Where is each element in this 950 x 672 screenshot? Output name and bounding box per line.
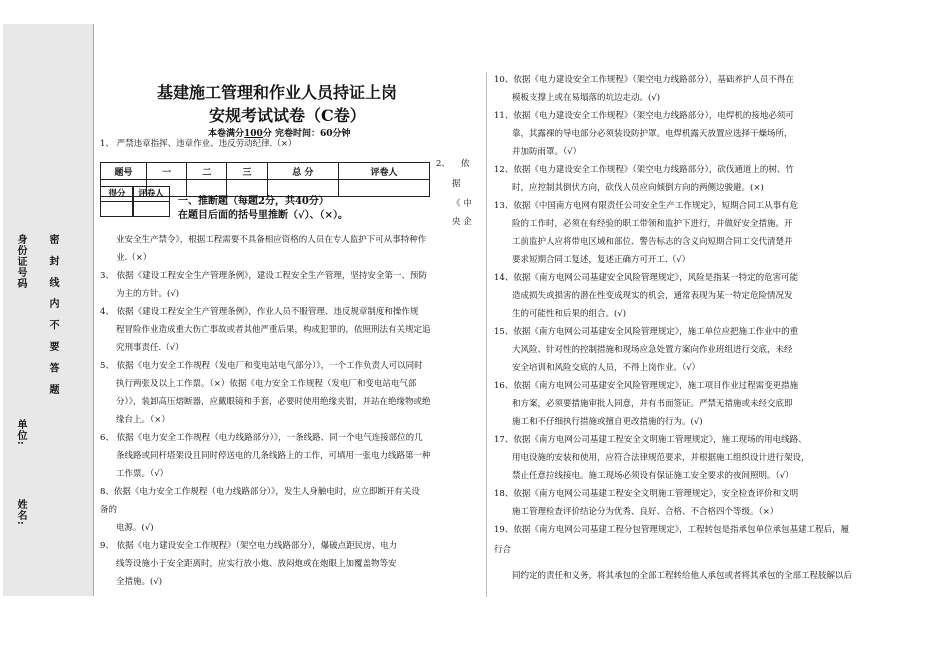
left-question-line: 备的 bbox=[100, 505, 118, 515]
q2-fragment: 2、 bbox=[436, 159, 450, 169]
right-question-line: 生的可能性和后果的组合。(√) bbox=[512, 309, 627, 319]
right-question-line: 14、依据《南方电网公司基建安全风险管理规定》，风险是指某一特定的危害可能 bbox=[494, 273, 799, 283]
q2-fragment: 央 企 bbox=[452, 217, 472, 227]
score-header: 三 bbox=[227, 163, 267, 180]
q2-fragment: 《 中 bbox=[452, 199, 472, 209]
left-question-line: 执行两张及以上工作票。（×）依据《电力安全工作规程（发电厂和变电站电气部 bbox=[116, 379, 417, 389]
right-question-line: 要求短期合同工复述，复述正确方可开工.（√） bbox=[512, 255, 691, 265]
q2-fragment: 依 bbox=[461, 159, 470, 169]
q2-fragment: 据 bbox=[452, 179, 461, 189]
right-question-line: 10、依据《电力建设安全工作规程》（架空电力线路部分），基础养护人员不得在 bbox=[494, 75, 794, 85]
right-question-line: 造成损失或损害的潜在性变成现实的机会，通常表现为某一特定危险情况发 bbox=[512, 291, 793, 301]
score-cell[interactable] bbox=[339, 180, 430, 197]
right-question-line: 时，应控制其倒伏方向，砍伐人员应向倾倒方向的两侧边骏避。(×) bbox=[512, 183, 764, 193]
meta-score: 100 bbox=[244, 129, 263, 139]
left-question-line: 工作票。（√） bbox=[116, 469, 169, 479]
score-header: 评卷人 bbox=[339, 163, 430, 180]
seal-line-notice: 密 封 线 内 不 要 答 题 bbox=[47, 234, 58, 399]
section-score-cell[interactable] bbox=[100, 201, 134, 217]
score-header: 二 bbox=[187, 163, 227, 180]
score-header: 总 分 bbox=[267, 163, 338, 180]
left-question-line: 业.（×） bbox=[116, 253, 152, 263]
score-header: 题号 bbox=[101, 163, 147, 180]
right-question-line: 和方案，必须要措施审批人同意，并有书面签证。严禁无措施或未经交底即 bbox=[512, 399, 793, 409]
left-question-line: 6、 依据《电力安全工作规程（电力线路部分）》，一条线路、同一个电气连接部位的几 bbox=[100, 433, 423, 443]
right-question-line: 禁止任意拉线接电。施工现场必须设有保证施工安全要求的夜间照明。（√） bbox=[512, 471, 794, 481]
left-question-line: 业安全生产禁令》，根据工程需要不具备相应资格的人员在专人监护下可从事特种作 bbox=[116, 235, 427, 245]
left-question-line: 程冒险作业造成重大伤亡事故或者其他严重后果，构成犯罪的，依照刑法有关规定追 bbox=[116, 325, 431, 335]
meta-prefix: 本卷满分 bbox=[208, 129, 245, 139]
name-label: 姓名: bbox=[15, 499, 26, 526]
left-question-line: 为主的方针。(√) bbox=[116, 289, 180, 299]
left-question-line: 电源。(√) bbox=[116, 523, 154, 533]
left-question-line: 5、 依据《电力安全工作规程（发电厂和变电站电气部分）》，一个工作负责人可以同时 bbox=[100, 361, 423, 371]
section-heading: 一、推断题（每题2分，共40分） bbox=[178, 196, 329, 207]
right-question-line: 同约定的责任和义务，将其承包的全部工程转给他人承包或者将其承包的全部工程肢解以后 bbox=[512, 571, 853, 581]
left-question-line: 4、 依据《建设工程安全生产管理条例》，作业人员不服管理、违反规章制度和操作规 bbox=[100, 307, 419, 317]
right-question-line: 17、依据《南方电网公司基建工程安全文明施工管理规定》，施工现场的用电线路、 bbox=[494, 435, 807, 445]
left-question-line: 究刑事责任.（√） bbox=[116, 343, 184, 353]
section-score-box: 得分 bbox=[100, 186, 134, 202]
left-question-line: 1、 严禁违章指挥、违章作业、违反劳动纪律.（×） bbox=[100, 139, 297, 149]
exam-title-line1: 基建施工管理和作业人员持证上岗 bbox=[157, 83, 398, 102]
left-question-line: 缘台上。（×） bbox=[116, 415, 170, 425]
left-question-line: 8、依据《电力安全工作规程（电力线路部分）》，发生人身触电时，应立即断开有关设 bbox=[100, 487, 420, 497]
right-question-line: 施工管理检查评价结论分为优秀、良好、合格、不合格四个等级。（×） bbox=[512, 507, 779, 517]
section-instruction: 在题目后面的括号里推断（√）、（×）。 bbox=[178, 210, 348, 221]
column-divider bbox=[486, 72, 487, 597]
right-question-line: 12、依据《电力建设安全工作规程》（架空电力线路部分），砍伐通道上的树、竹 bbox=[494, 165, 794, 175]
right-question-line: 并加防雨罩。（√） bbox=[512, 147, 582, 157]
right-question-line: 大风险、针对性的控制措施和现场应急处置方案向作业班组进行交底，未经 bbox=[512, 345, 793, 355]
section-grader-cell[interactable] bbox=[132, 201, 170, 217]
right-question-line: 工前监护人应将带电区域和部位、警告标志的含义向短期合同工交代清楚并 bbox=[512, 237, 793, 247]
section-grader-box: 评卷人 bbox=[132, 186, 170, 202]
exam-title-line2: 安规考试试卷（C卷） bbox=[209, 106, 366, 125]
left-question-line: 全措施。(√) bbox=[116, 577, 163, 587]
score-header: 一 bbox=[147, 163, 187, 180]
left-question-line: 3、 依据《建设工程安全生产管理条例》，建设工程安全生产管理，坚持安全第一、预防 bbox=[100, 271, 427, 281]
right-question-line: 用电设施的安装和使用，应符合法律规范要求，并根据施工组织设计进行架设， bbox=[512, 453, 810, 463]
binding-sidebar bbox=[3, 24, 94, 596]
right-question-line: 15、依据《南方电网公司基建安全风险管理规定》，施工单位应把施工作业中的重 bbox=[494, 327, 799, 337]
right-question-line: 施工和不仔细执行措施或擅自更改措施的行为。(√) bbox=[512, 417, 703, 427]
right-question-line: 18、依据《南方电网公司基建工程安全文明施工管理规定》，安全检查评价和文明 bbox=[494, 489, 799, 499]
meta-suffix: 分 完卷时间：60分钟 bbox=[262, 129, 351, 139]
right-question-line: 16、依据《南方电网公司基建安全风险管理规定》，施工项目作业过程需变更措施 bbox=[494, 381, 799, 391]
left-question-line: 9、 依据《电力建设安全工作规程》（架空电力线路部分），爆破点距民房、电力 bbox=[100, 541, 398, 551]
left-question-line: 线等设施小于安全距离时，应实行放小炮、放闷炮或在炮眼上加覆盖物等安 bbox=[116, 559, 397, 569]
right-question-line: 靠，其露裸的导电部分必须装设防护罩。电焊机露天放置应选择干燥场所， bbox=[512, 129, 793, 139]
right-question-line: 11、依据《电力建设安全工作规程》（架空电力线路部分），电焊机的接地必须可 bbox=[494, 111, 794, 121]
right-question-line: 19、依据《南方电网公司基建工程分包管理规定》，工程转包是指承包单位承包基建工程后，履 bbox=[494, 525, 850, 535]
left-question-line: 分）》，装卸高压熔断器，应戴眼镜和手套，必要时使用绝缘夹钳，并站在绝缘物或绝 bbox=[116, 397, 431, 407]
id-number-label: 身份证号码 bbox=[15, 234, 26, 289]
right-question-line: 行合 bbox=[494, 545, 512, 555]
left-question-line: 条线路或同杆塔架设且同时停送电的几条线路上的工作，可填用一张电力线路第一种 bbox=[116, 451, 431, 461]
right-question-line: 模板支撑上或在易塌落的坑边走动。(√) bbox=[512, 93, 661, 103]
unit-label: 单位: bbox=[15, 419, 26, 446]
right-question-line: 安全培训和风险交底的人员，不得上岗作业。（√） bbox=[512, 363, 701, 373]
right-question-line: 险的工作时，必须在有经验的职工带领和监护下进行，并做好安全措施。开 bbox=[512, 219, 793, 229]
right-question-line: 13、依据《中国南方电网有限责任公司安全生产工作规定》，短期合同工从事有危 bbox=[494, 201, 799, 211]
